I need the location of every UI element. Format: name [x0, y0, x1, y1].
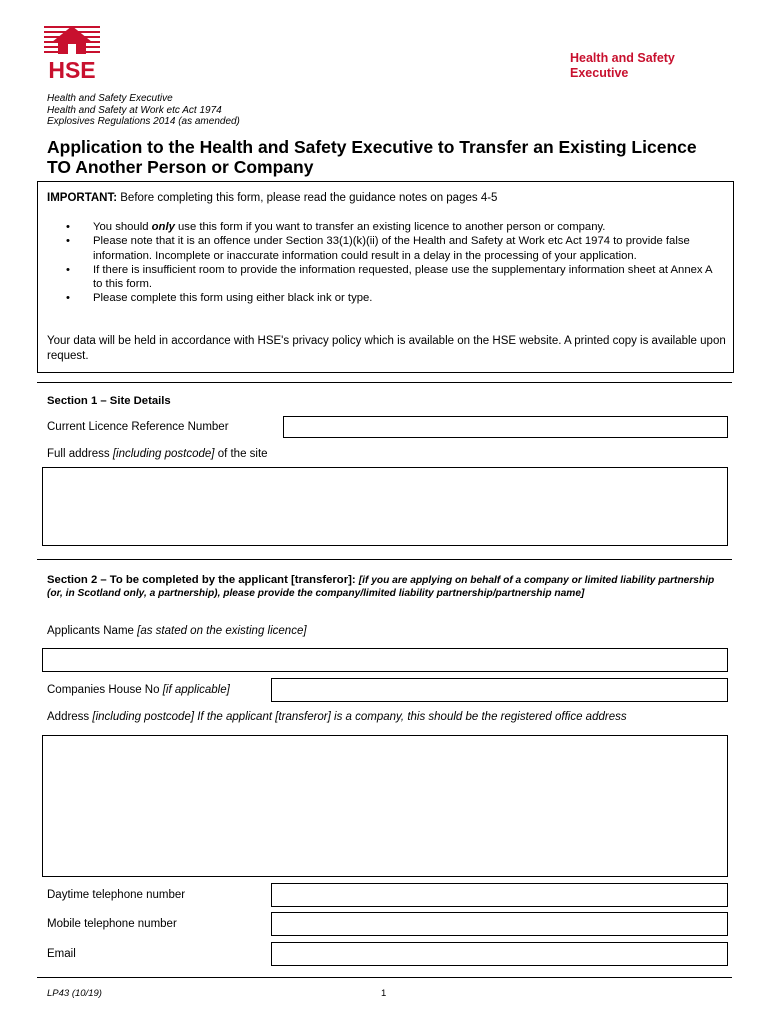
form-title-line2: TO Another Person or Company: [47, 157, 314, 177]
site-address-label: Full address [including postcode] of the site: [47, 448, 268, 460]
companies-house-input[interactable]: [271, 678, 728, 702]
legal-line-3: Explosives Regulations 2014 (as amended): [47, 116, 240, 127]
section2-heading-note: [if you are applying on behalf of a company or limited liability partnership (or, in Scotland only, a partnership), please provide the company/limited liability partnership/partnership name]: [47, 575, 715, 599]
legal-references: [47, 93, 240, 128]
footer-divider: [37, 977, 732, 978]
legal-line-2: Health and Safety at Work etc Act 1974: [47, 104, 222, 116]
hse-logo: [40, 22, 104, 82]
org-name: [570, 51, 675, 81]
email-label: Email: [47, 948, 76, 960]
licence-ref-input[interactable]: [283, 416, 728, 438]
emphasis-only: only: [151, 221, 175, 233]
section-divider: [37, 559, 732, 560]
licence-ref-label: Current Licence Reference Number: [47, 421, 229, 433]
form-title-line1: Application to the Health and Safety Executive to Transfer an Existing Licence: [47, 137, 697, 157]
daytime-phone-input[interactable]: [271, 883, 728, 907]
form-code: LP43 (10/19): [47, 988, 102, 999]
bullet-item: • Please complete this form using either black ink or type.: [66, 292, 373, 305]
bullet-item: • If there is insufficient room to provide the information requested, please use the supplementary information sheet at Annex A to this form.: [66, 263, 712, 291]
page-number: 1: [381, 988, 387, 999]
org-name-line1: Health and Safety: [570, 51, 675, 65]
hse-logo-text: HSE: [48, 57, 96, 82]
email-input[interactable]: [271, 942, 728, 966]
companies-house-label: Companies House No [if applicable]: [47, 684, 230, 696]
important-heading: [47, 192, 497, 204]
applicant-name-input[interactable]: [42, 648, 728, 672]
applicant-address-label: Address [including postcode] If the applicant [transferor] is a company, this should be the registered office address: [47, 711, 627, 723]
mobile-phone-label: Mobile telephone number: [47, 918, 177, 930]
privacy-notice: Your data will be held in accordance with HSE's privacy policy which is available on the HSE website. A printed copy is available upon request.: [47, 335, 726, 362]
bullet-item: • You should only use this form if you want to transfer an existing licence to another person or company.: [66, 221, 606, 233]
section1-heading: Section 1 – Site Details: [47, 395, 171, 407]
important-text: Before completing this form, please read the guidance notes on pages 4-5: [117, 192, 498, 204]
section2-heading: Section 2 – To be completed by the applicant [transferor]: [if you are applying on behalf of a company or limited liability partnership (or, in Scotland only, a partnership), please provide the company/limited liability partnership/partnership name]: [47, 574, 715, 599]
bullet-item: • Please note that it is an offence under Section 33(1)(k)(ii) of the Health and Safety at Work etc Act 1974 to provide false information. Incomplete or inaccurate information could result in a delay in the processing of your application.: [66, 235, 690, 262]
bullet-dot: •: [66, 221, 70, 233]
bullet-dot: •: [66, 235, 70, 248]
form-title: [47, 137, 737, 177]
important-label: IMPORTANT:: [47, 192, 118, 204]
bullet-dot: •: [66, 263, 70, 276]
site-address-input[interactable]: [42, 467, 728, 546]
applicant-address-input[interactable]: [42, 735, 728, 877]
applicant-name-label: Applicants Name [as stated on the existing licence]: [47, 625, 307, 637]
daytime-phone-label: Daytime telephone number: [47, 889, 186, 901]
important-bullets: [66, 220, 716, 306]
legal-line-1: Health and Safety Executive: [47, 93, 173, 104]
mobile-phone-input[interactable]: [271, 912, 728, 936]
section-divider: [37, 382, 732, 383]
hse-logo-mark: [40, 22, 104, 82]
org-name-line2: Executive: [570, 66, 629, 80]
bullet-dot: •: [66, 292, 70, 305]
